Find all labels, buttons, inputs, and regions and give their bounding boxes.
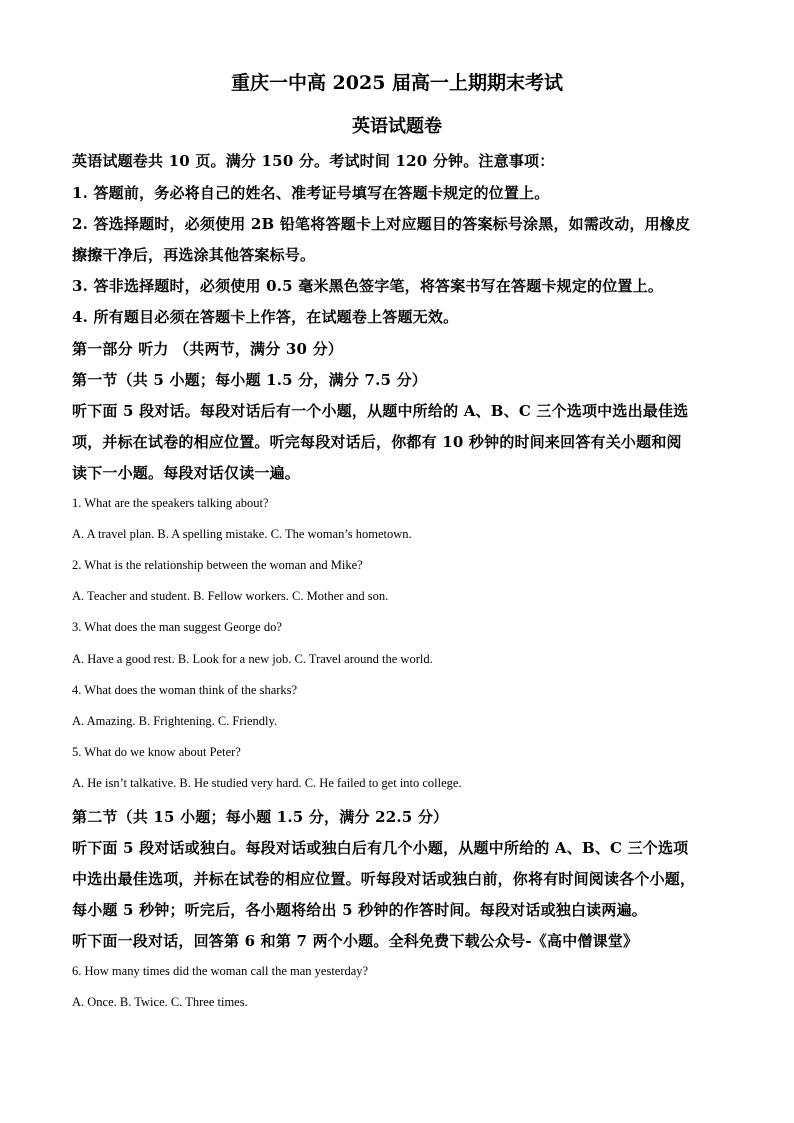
question-3-options: A. Have a good rest. B. Look for a new job. C. Travel around the world. xyxy=(72,652,433,666)
question-3: 3. What does the man suggest George do? xyxy=(72,620,282,634)
question-2-options: A. Teacher and student. B. Fellow workers. C. Mother and son. xyxy=(72,589,389,603)
exam-subtitle: 英语试题卷 xyxy=(352,116,442,137)
instruction-item-2-cont: 擦擦干净后，再选涂其他答案标号。 xyxy=(72,246,316,264)
instruction-item-1: 1. 答题前，务必将自己的姓名、准考证号填写在答题卡规定的位置上。 xyxy=(72,184,550,202)
instruction-item-3: 3. 答非选择题时，必须使用 0.5 毫米黑色签字笔，将答案书写在答题卡规定的位置上。 xyxy=(72,277,664,295)
exam-title: 重庆一中高 2025 届高一上期期末考试 xyxy=(230,72,564,94)
section2-directions-cont: 中选出最佳选项，并标在试卷的相应位置。听每段对话或独白前，你将有时间阅读各个小题， xyxy=(72,870,696,888)
instruction-item-2: 2. 答选择题时，必须使用 2B 铅笔将答题卡上对应题目的答案标号涂黑，如需改动，用橡皮 xyxy=(72,215,691,233)
section1-heading: 第一节（共 5 小题；每小题 1.5 分，满分 7.5 分） xyxy=(72,371,427,389)
section1-directions: 听下面 5 段对话。每段对话后有一个小题，从题中所给的 A、B、C 三个选项中选出最佳选 xyxy=(72,402,689,420)
section2-directions-cont: 每小题 5 秒钟；听完后，各小题将给出 5 秒钟的作答时间。每段对话或独白读两遍。 xyxy=(72,901,647,919)
question-6: 6. How many times did the woman call the man yesterday? xyxy=(72,964,369,978)
section1-directions-cont: 读下一小题。每段对话仅读一遍。 xyxy=(72,464,301,482)
question-1-options: A. A travel plan. B. A spelling mistake. C. The woman’s hometown. xyxy=(72,527,412,541)
question-4-options: A. Amazing. B. Frightening. C. Friendly. xyxy=(72,714,278,728)
question-6-options: A. Once. B. Twice. C. Three times. xyxy=(72,995,248,1009)
dialogue-intro: 听下面一段对话，回答第 6 和第 7 两个小题。全科免费下载公众号-《高中僧课堂》 xyxy=(72,932,639,950)
question-5: 5. What do we know about Peter? xyxy=(72,745,241,759)
section1-directions-cont: 项，并标在试卷的相应位置。听完每段对话后，你都有 10 秒钟的时间来回答有关小题和阅 xyxy=(72,433,682,451)
question-1: 1. What are the speakers talking about? xyxy=(72,496,269,510)
section2-heading: 第二节（共 15 小题；每小题 1.5 分，满分 22.5 分） xyxy=(72,808,449,826)
question-4: 4. What does the woman think of the sharks? xyxy=(72,683,298,697)
question-2: 2. What is the relationship between the woman and Mike? xyxy=(72,558,363,572)
question-5-options: A. He isn’t talkative. B. He studied very hard. C. He failed to get into college. xyxy=(72,776,462,790)
section2-directions: 听下面 5 段对话或独白。每段对话或独白后有几个小题，从题中所给的 A、B、C 三个选项 xyxy=(72,839,689,857)
instruction-item-4: 4. 所有题目必须在答题卡上作答，在试题卷上答题无效。 xyxy=(72,308,459,326)
instructions-intro: 英语试题卷共 10 页。满分 150 分。考试时间 120 分钟。注意事项： xyxy=(72,152,555,170)
part1-heading: 第一部分 听力 （共两节，满分 30 分） xyxy=(72,340,343,358)
